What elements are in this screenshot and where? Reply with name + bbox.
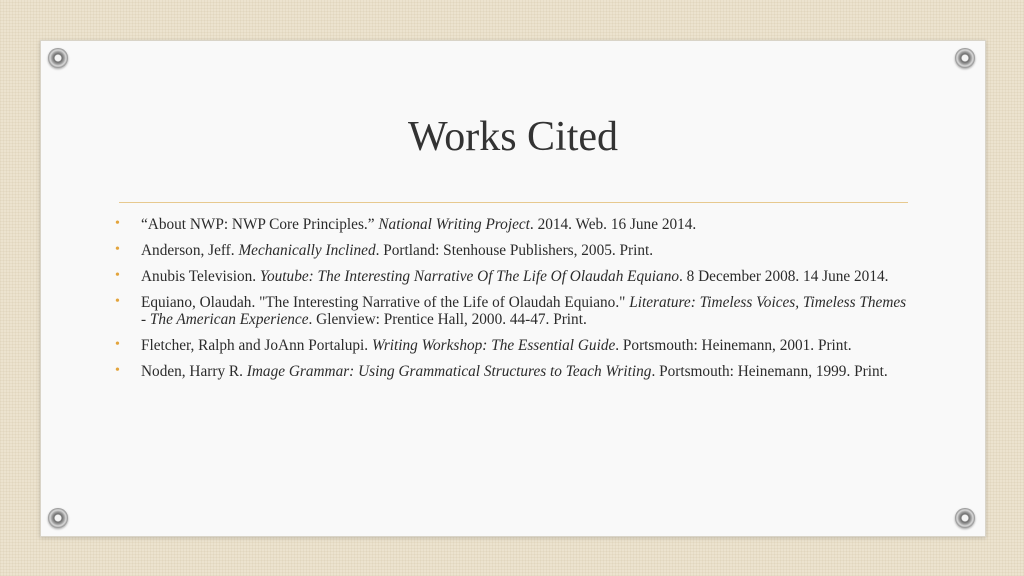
citation-item xyxy=(113,294,913,328)
pushpin-icon xyxy=(955,48,975,68)
citation-title: Image Grammar: Using Grammatical Structures to Teach Writing xyxy=(246,363,652,380)
bullet-icon: • xyxy=(115,242,120,257)
citation-text: . 8 December 2008. 14 June 2014. xyxy=(679,268,889,285)
citation-text: . Glenview: Prentice Hall, 2000. 44-47. Print. xyxy=(308,311,587,328)
citation-item xyxy=(113,268,913,285)
pushpin-icon xyxy=(48,48,68,68)
bullet-icon: • xyxy=(115,268,120,283)
bullet-icon: • xyxy=(115,337,120,352)
citation-text: Anubis Television. xyxy=(141,268,260,285)
pushpin-icon xyxy=(48,508,68,528)
citation-text: “About NWP: NWP Core Principles.” xyxy=(141,216,379,233)
works-cited-list xyxy=(113,216,913,389)
citation-item xyxy=(113,337,913,354)
citation-text: . Portsmouth: Heinemann, 1999. Print. xyxy=(651,363,888,380)
citation-title: Writing Workshop: The Essential Guide xyxy=(371,337,616,354)
citation-text: Noden, Harry R. xyxy=(141,363,247,380)
citation-text: . 2014. Web. 16 June 2014. xyxy=(529,216,697,233)
citation-text: . Portland: Stenhouse Publishers, 2005. Print. xyxy=(375,242,654,259)
citation-title: National Writing Project xyxy=(378,216,530,233)
citation-text: . Portsmouth: Heinemann, 2001. Print. xyxy=(615,337,852,354)
citation-item xyxy=(113,242,913,259)
citation-item xyxy=(113,216,913,233)
citation-text: Anderson, Jeff. xyxy=(141,242,239,259)
citation-title: Literature: Timeless Voices, Timeless Themes - The American Experience xyxy=(141,294,907,328)
citation-title: Youtube: The Interesting Narrative Of The Life Of Olaudah Equiano xyxy=(259,268,680,285)
bullet-icon: • xyxy=(115,294,120,309)
citation-text: Equiano, Olaudah. "The Interesting Narrative of the Life of Olaudah Equiano." xyxy=(141,294,630,311)
slide-title: Works Cited xyxy=(407,114,619,160)
citation-item xyxy=(113,363,913,380)
citation-title: Mechanically Inclined xyxy=(238,242,376,259)
title-divider xyxy=(119,202,908,203)
bullet-icon: • xyxy=(115,216,120,231)
bullet-icon: • xyxy=(115,363,120,378)
slide-card xyxy=(40,40,986,537)
pushpin-icon xyxy=(955,508,975,528)
citation-text: Fletcher, Ralph and JoAnn Portalupi. xyxy=(141,337,372,354)
